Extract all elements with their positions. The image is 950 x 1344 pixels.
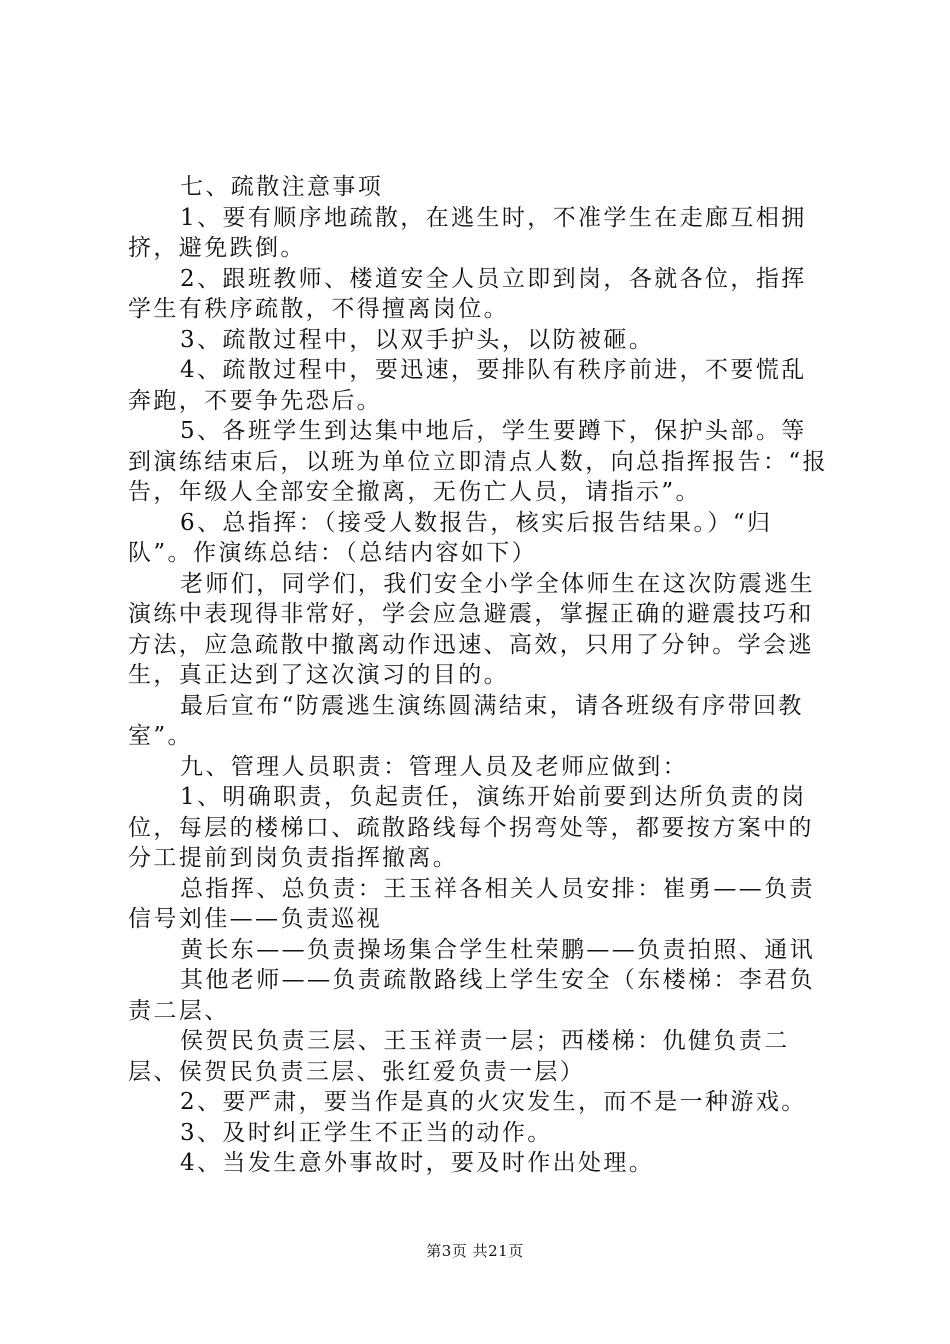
- paragraph: 6、总指挥：（接受人数报告，核实后报告结果。）“归队”。作演练总结：（总结内容如下）: [128, 509, 773, 566]
- paragraph: 侯贺民负责三层、王玉祥责一层；西楼梯：仇健负责二层、侯贺民负责三层、张红爱负责一层）: [128, 1028, 790, 1085]
- paragraph: 2、要严肃，要当作是真的火灾发生，而不是一种游戏。: [180, 1089, 807, 1115]
- paragraph: 最后宣布“防震逃生演练圆满结束，请各班级有序带回教室”。: [128, 692, 804, 749]
- paragraph: 3、及时纠正学生不正当的动作。: [180, 1119, 553, 1146]
- paragraph: 总指挥、总负责：王玉祥各相关人员安排：崔勇——负责信号刘佳——负责巡视: [128, 875, 815, 932]
- paragraph: 黄长东——负责操场集合学生杜荣鹏——负责拍照、通讯: [180, 936, 815, 963]
- paragraph: 4、疏散过程中，要迅速，要排队有秩序前进，不要慌乱奔跑，不要争先恐后。: [128, 357, 807, 414]
- paragraph: 老师们，同学们，我们安全小学全体师生在这次防震逃生演练中表现得非常好，学会应急避震，掌握正确的避震技巧和方法，应急疏散中撤离动作迅速、高效，只用了分钟。学会逃生，真正达到了这次演习的目的。: [128, 570, 815, 688]
- page-number-footer: 第3页 共21页: [426, 1242, 524, 1260]
- document-body: [128, 172, 828, 1179]
- paragraph: 2、跟班教师、楼道安全人员立即到岗，各就各位，指挥学生有秩序疏散，不得擅离岗位。: [128, 265, 807, 322]
- paragraph: 其他老师——负责疏散路线上学生安全（东楼梯：李君负责二层、: [128, 967, 815, 1024]
- section-heading-evacuation: 七、疏散注意事项: [180, 174, 384, 200]
- section-heading-duties: 九、管理人员职责：管理人员及老师应做到：: [180, 753, 688, 780]
- paragraph: 1、明确职责，负起责任，演练开始前要到达所负责的岗位，每层的楼梯口、疏散路线每个拐弯处等，都要按方案中的分工提前到岗负责指挥撤离。: [128, 784, 814, 871]
- paragraph: 3、疏散过程中，以双手护头，以防被砸。: [180, 326, 655, 353]
- paragraph: 1、要有顺序地疏散，在逃生时，不准学生在走廊互相拥挤，避免跌倒。: [128, 204, 807, 261]
- paragraph: 5、各班学生到达集中地后，学生要蹲下，保护头部。等到演练结束后，以班为单位立即清点人数，向总指挥报告：“报告，年级人全部安全撤离，无伤亡人员，请指示”。: [128, 418, 828, 505]
- paragraph: 4、当发生意外事故时，要及时作出处理。: [180, 1150, 655, 1176]
